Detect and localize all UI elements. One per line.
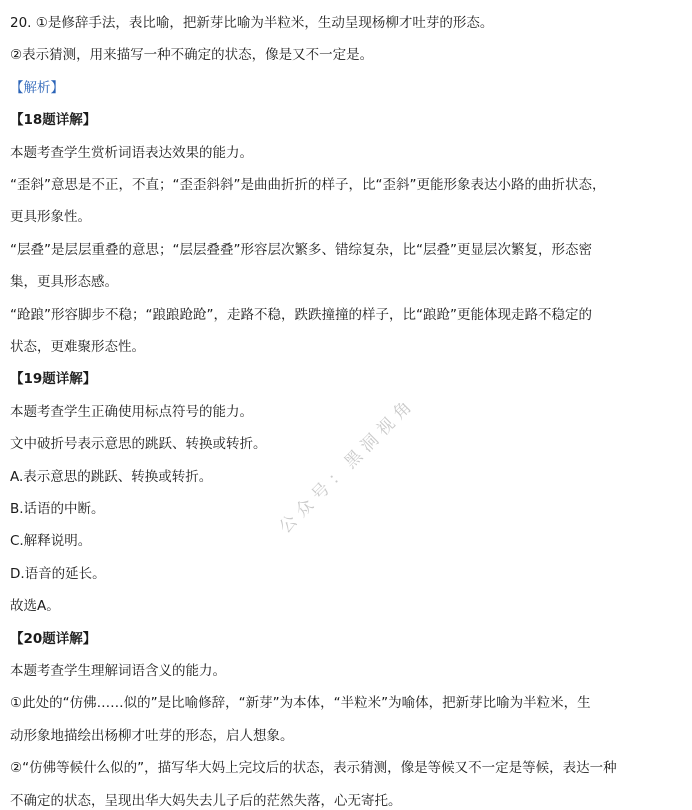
q18-explanation-2a: “层叠”是层层重叠的意思；“层层叠叠”形容层次繁多、错综复杂，比“层叠”更显层次繁复，形态密 bbox=[10, 242, 592, 258]
q18-explanation-1a: “歪斜”意思是不正，不直；“歪歪斜斜”是曲曲折折的样子，比“歪斜”更能形象表达小路的曲折状态， bbox=[10, 177, 606, 193]
q18-explanation-1b: 更具形象性。 bbox=[10, 209, 91, 225]
q20-explanation-1a: ①此处的“仿佛……似的”是比喻修辞，“新芽”为本体，“半粒米”为喻体，把新芽比喻为半粒米，生 bbox=[10, 695, 591, 711]
q19-option-d: D.语音的延长。 bbox=[10, 566, 106, 582]
q18-explanation-3b: 状态，更难聚形态性。 bbox=[10, 339, 145, 355]
q20-explanation-1b: 动形象地描绘出杨柳才吐芽的形态，启人想象。 bbox=[10, 728, 294, 744]
q19-heading: 【19题详解】 bbox=[10, 371, 97, 387]
q20-explanation-2b: 不确定的状态，呈现出华大妈失去儿子后的茫然失落，心无寄托。 bbox=[10, 793, 402, 809]
analysis-heading: 【解析】 bbox=[10, 80, 64, 96]
q18-explanation-3a: “跄踉”形容脚步不稳；“踉踉跄跄”，走路不稳，跌跌撞撞的样子，比“踉跄”更能体现走路不稳定的 bbox=[10, 307, 592, 323]
q19-option-a: A.表示意思的跳跃、转换或转折。 bbox=[10, 469, 213, 485]
q19-option-b: B.话语的中断。 bbox=[10, 501, 105, 517]
q19-option-c: C.解释说明。 bbox=[10, 533, 92, 549]
q19-explanation: 文中破折号表示意思的跳跃、转换或转折。 bbox=[10, 436, 267, 452]
q18-heading: 【18题详解】 bbox=[10, 112, 97, 128]
q19-intro: 本题考查学生正确使用标点符号的能力。 bbox=[10, 404, 253, 420]
q18-intro: 本题考查学生赏析词语表达效果的能力。 bbox=[10, 145, 253, 161]
q20-explanation-2a: ②“仿佛等候什么似的”，描写华大妈上完坟后的状态，表示猜测，像是等候又不一定是等候，表达一种 bbox=[10, 760, 617, 776]
answer-20-part1: 20. ①是修辞手法，表比喻，把新芽比喻为半粒米，生动呈现杨柳才吐芽的形态。 bbox=[10, 15, 494, 31]
q18-explanation-2b: 集，更具形态感。 bbox=[10, 274, 118, 290]
q20-intro: 本题考查学生理解词语含义的能力。 bbox=[10, 663, 226, 679]
q19-answer: 故选A。 bbox=[10, 598, 60, 614]
q20-heading: 【20题详解】 bbox=[10, 631, 97, 647]
watermark: 公众号：黑洞视角 bbox=[275, 393, 420, 538]
answer-20-part2: ②表示猜测，用来描写一种不确定的状态，像是又不一定是。 bbox=[10, 47, 374, 63]
